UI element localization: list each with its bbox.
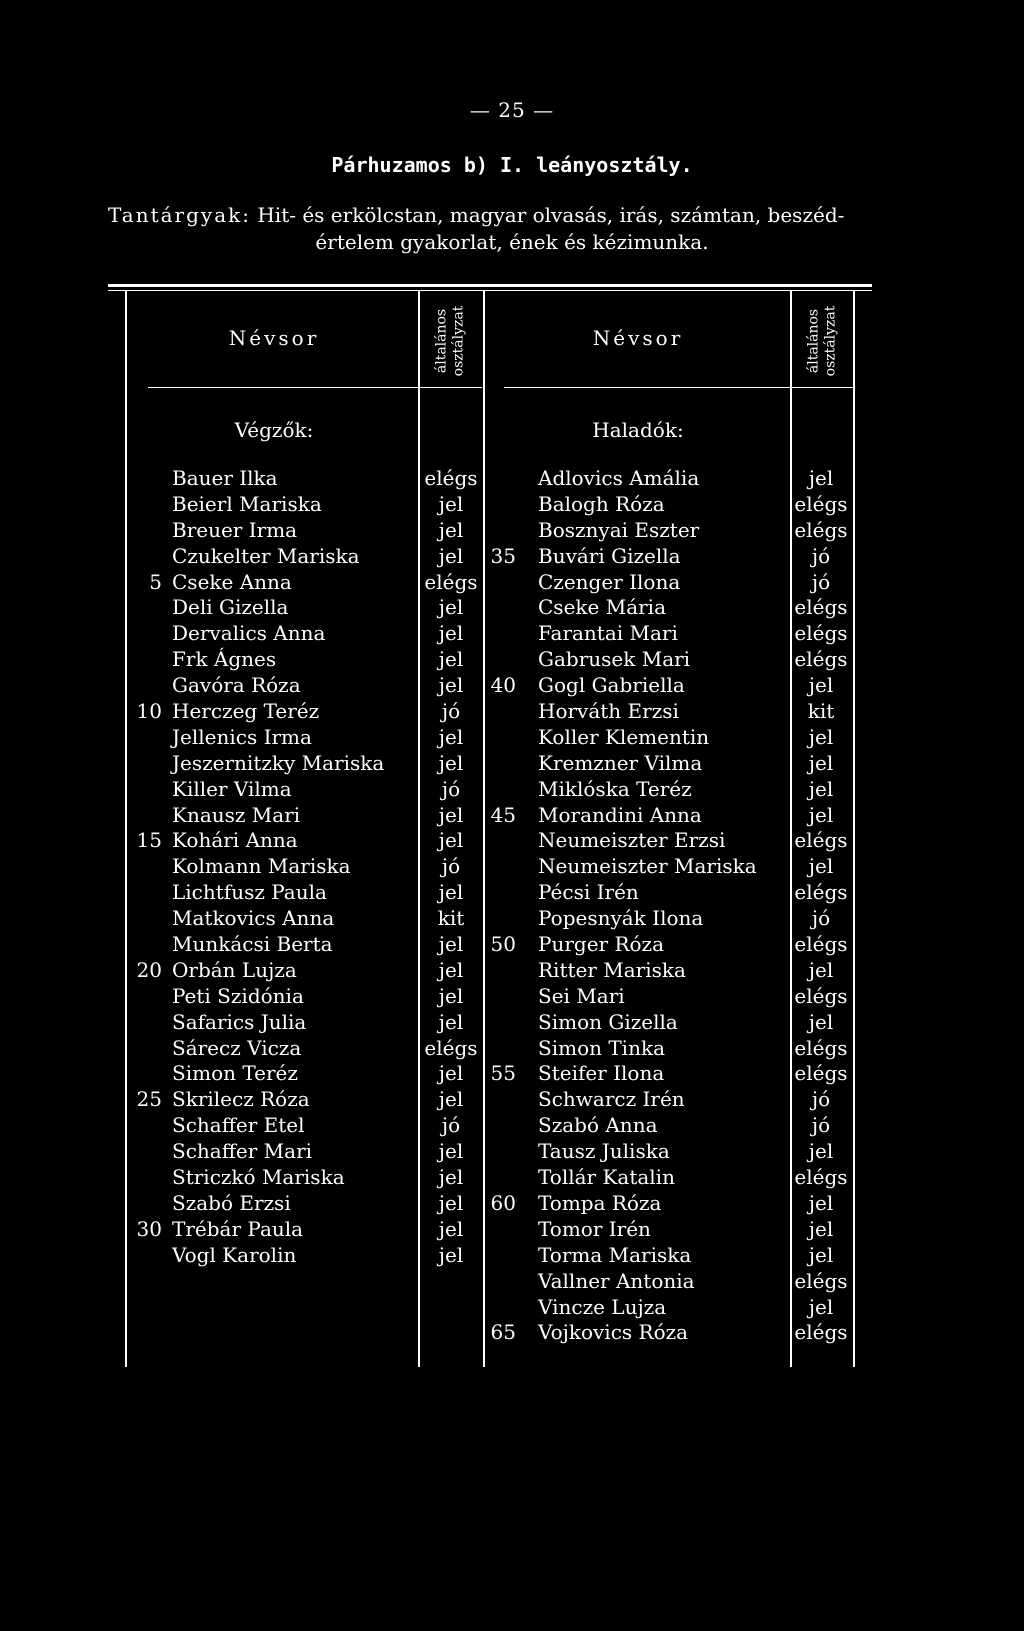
student-grade: jel: [438, 621, 464, 646]
student-name: Buvári Gizella: [538, 543, 681, 568]
student-name: Schaffer Mari: [172, 1139, 313, 1164]
row-number: 15: [136, 828, 162, 853]
row-number: 60: [490, 1190, 516, 1215]
table-row: [484, 1269, 864, 1295]
subjects-label: Tantárgyak:: [108, 203, 251, 227]
student-grade: jel: [438, 1087, 464, 1112]
student-name: Gavóra Róza: [172, 673, 301, 698]
student-grade: jel: [438, 1139, 464, 1164]
student-name: Czukelter Mariska: [172, 543, 360, 568]
header-bottom-rule-right: [504, 387, 854, 388]
table-row: [0, 725, 484, 751]
student-name: Szabó Erzsi: [172, 1190, 291, 1215]
left-section-title: Végzők:: [234, 418, 314, 442]
row-number: 65: [490, 1320, 516, 1345]
table-row: [0, 673, 484, 699]
subjects-text: Hit- és erkölcstan, magyar olvasás, irás, számtan, beszéd-: [257, 203, 845, 227]
table-row: [0, 1087, 484, 1113]
subjects-line-2: értelem gyakorlat, ének és kézimunka.: [315, 230, 709, 254]
subjects-line-1: [108, 203, 844, 227]
table-row: [0, 518, 484, 544]
table-row: [0, 1217, 484, 1243]
student-grade: jel: [438, 828, 464, 853]
student-grade: jel: [808, 802, 834, 827]
page-number: — 25 —: [469, 98, 555, 122]
student-grade: elégs: [794, 621, 848, 646]
table-row: [484, 1165, 864, 1191]
table-top-rule-thin: [108, 290, 872, 291]
right-section-title: Haladók:: [592, 418, 684, 442]
table-row: [484, 777, 864, 803]
student-grade: jel: [808, 854, 834, 879]
student-grade: jó: [441, 699, 461, 724]
student-name: Gabrusek Mari: [538, 647, 691, 672]
student-grade: jel: [438, 647, 464, 672]
student-name: Czenger Ilona: [538, 569, 681, 594]
table-row: [484, 751, 864, 777]
row-number: 50: [490, 932, 516, 957]
student-grade: jó: [811, 1113, 831, 1138]
table-row: [0, 1036, 484, 1062]
table-row: [484, 725, 864, 751]
table-row: [0, 621, 484, 647]
student-grade: jel: [808, 466, 834, 490]
table-row: [0, 958, 484, 984]
student-name: Koller Klementin: [538, 724, 710, 749]
student-grade: kit: [807, 699, 835, 724]
right-student-list: [484, 466, 864, 1346]
student-grade: elégs: [424, 569, 478, 594]
table-row: [484, 932, 864, 958]
table-row: [0, 1243, 484, 1269]
student-grade: jó: [811, 906, 831, 931]
student-grade: jel: [438, 491, 464, 516]
student-name: Popesnyák Ilona: [538, 906, 704, 931]
student-name: Gogl Gabriella: [538, 673, 685, 698]
student-grade: elégs: [794, 983, 848, 1008]
table-row: [0, 854, 484, 880]
student-grade: jel: [808, 776, 834, 801]
student-grade: elégs: [794, 1061, 848, 1086]
table-row: [484, 1217, 864, 1243]
student-grade: elégs: [424, 1035, 478, 1060]
row-number: 25: [136, 1087, 162, 1112]
table-row: [0, 1061, 484, 1087]
table-row: [484, 1243, 864, 1269]
student-grade: jel: [438, 932, 464, 957]
table-row: [484, 518, 864, 544]
student-name: Dervalics Anna: [172, 621, 326, 646]
table-row: [0, 777, 484, 803]
student-name: Adlovics Amália: [538, 466, 700, 490]
student-name: Trébár Paula: [172, 1216, 304, 1241]
student-grade: jó: [811, 569, 831, 594]
student-grade: jel: [438, 1061, 464, 1086]
student-grade: kit: [437, 906, 465, 931]
student-name: Vogl Karolin: [172, 1242, 297, 1267]
student-name: Beierl Mariska: [172, 491, 322, 516]
student-grade: jel: [438, 517, 464, 542]
table-row: [0, 492, 484, 518]
student-grade: jel: [438, 673, 464, 698]
right-grade-header: általános osztályzat: [805, 305, 839, 377]
student-grade: elégs: [794, 1320, 848, 1345]
student-grade: jel: [808, 724, 834, 749]
table-row: [0, 699, 484, 725]
table-row: [484, 984, 864, 1010]
left-grade-header: általános osztályzat: [433, 305, 467, 377]
right-name-header: Névsor: [592, 326, 684, 350]
table-row: [0, 932, 484, 958]
student-name: Kremzner Vilma: [538, 750, 703, 775]
student-name: Balogh Róza: [538, 491, 665, 516]
student-name: Neumeiszter Erzsi: [538, 828, 726, 853]
table-row: [484, 621, 864, 647]
table-row: [484, 906, 864, 932]
table-row: [0, 828, 484, 854]
table-row: [0, 880, 484, 906]
student-grade: jel: [438, 1216, 464, 1241]
student-grade: jel: [808, 1216, 834, 1241]
table-row: [484, 828, 864, 854]
student-name: Striczkó Mariska: [172, 1165, 345, 1190]
row-number: 55: [490, 1061, 516, 1086]
table-row: [0, 1010, 484, 1036]
table-row: [484, 466, 864, 492]
table-row: [0, 1191, 484, 1217]
student-name: Matkovics Anna: [172, 906, 335, 931]
student-name: Vincze Lujza: [538, 1294, 667, 1319]
student-grade: jó: [441, 1113, 461, 1138]
student-grade: elégs: [794, 932, 848, 957]
table-row: [484, 1295, 864, 1321]
student-name: Szabó Anna: [538, 1113, 658, 1138]
row-number: 10: [136, 699, 162, 724]
student-grade: elégs: [794, 1268, 848, 1293]
student-name: Miklóska Teréz: [538, 776, 692, 801]
student-grade: elégs: [424, 466, 478, 490]
student-grade: jó: [811, 543, 831, 568]
student-name: Orbán Lujza: [172, 957, 297, 982]
table-row: [484, 570, 864, 596]
student-name: Skrilecz Róza: [172, 1087, 310, 1112]
student-name: Breuer Irma: [172, 517, 298, 542]
table-row: [0, 906, 484, 932]
table-row: [484, 854, 864, 880]
header-bottom-rule-left: [148, 387, 482, 388]
table-top-rule: [108, 284, 872, 287]
student-name: Pécsi Irén: [538, 880, 639, 905]
table-row: [484, 1320, 864, 1346]
student-grade: jel: [438, 1165, 464, 1190]
student-grade: jel: [808, 1190, 834, 1215]
student-name: Sei Mari: [538, 983, 625, 1008]
table-row: [484, 595, 864, 621]
student-grade: jel: [438, 880, 464, 905]
student-grade: jó: [441, 854, 461, 879]
student-name: Schaffer Etel: [172, 1113, 305, 1138]
student-name: Lichtfusz Paula: [172, 880, 327, 905]
student-grade: jel: [808, 1139, 834, 1164]
table-row: [484, 699, 864, 725]
student-name: Neumeiszter Mariska: [538, 854, 757, 879]
table-row: [0, 803, 484, 829]
student-name: Horváth Erzsi: [538, 699, 679, 724]
table-row: [484, 1113, 864, 1139]
student-name: Deli Gizella: [172, 595, 289, 620]
table-row: [484, 673, 864, 699]
left-student-list: [0, 466, 484, 1269]
student-grade: jel: [438, 724, 464, 749]
student-name: Purger Róza: [538, 932, 665, 957]
student-name: Simon Gizella: [538, 1009, 678, 1034]
student-name: Tomor Irén: [538, 1216, 651, 1241]
table-row: [484, 647, 864, 673]
student-name: Knausz Mari: [172, 802, 301, 827]
student-grade: elégs: [794, 1035, 848, 1060]
student-grade: jel: [438, 1009, 464, 1034]
student-grade: jel: [808, 1242, 834, 1267]
table-row: [0, 466, 484, 492]
student-name: Kohári Anna: [172, 828, 298, 853]
student-name: Peti Szidónia: [172, 983, 304, 1008]
student-name: Bosznyai Eszter: [538, 517, 700, 542]
student-grade: elégs: [794, 517, 848, 542]
student-name: Tausz Juliska: [538, 1139, 670, 1164]
table-row: [484, 544, 864, 570]
student-grade: jel: [808, 673, 834, 698]
table-row: [484, 492, 864, 518]
student-name: Morandini Anna: [538, 802, 702, 827]
table-row: [484, 958, 864, 984]
student-name: Frk Ágnes: [172, 647, 277, 672]
row-number: 40: [490, 673, 516, 698]
student-grade: jel: [438, 1190, 464, 1215]
student-name: Safarics Julia: [172, 1009, 307, 1034]
student-grade: jel: [808, 957, 834, 982]
student-grade: elégs: [794, 828, 848, 853]
student-name: Vallner Antonia: [538, 1268, 695, 1293]
student-grade: jel: [438, 543, 464, 568]
left-name-header: Névsor: [228, 326, 320, 350]
student-grade: elégs: [794, 880, 848, 905]
table-row: [0, 570, 484, 596]
table-row: [0, 1165, 484, 1191]
table-row: [484, 1061, 864, 1087]
student-name: Cseke Anna: [172, 569, 292, 594]
student-grade: elégs: [794, 595, 848, 620]
student-name: Schwarcz Irén: [538, 1087, 685, 1112]
student-name: Tompa Róza: [538, 1190, 662, 1215]
student-name: Vojkovics Róza: [538, 1320, 689, 1345]
student-grade: elégs: [794, 647, 848, 672]
student-name: Jellenics Irma: [172, 724, 312, 749]
student-grade: jel: [438, 983, 464, 1008]
page-title: Párhuzamos b) I. leányosztály.: [331, 153, 693, 177]
student-grade: elégs: [794, 491, 848, 516]
row-number: 45: [490, 802, 516, 827]
student-name: Torma Mariska: [538, 1242, 692, 1267]
table-row: [484, 1191, 864, 1217]
student-grade: jel: [438, 1242, 464, 1267]
student-grade: jó: [441, 776, 461, 801]
student-grade: jel: [438, 957, 464, 982]
student-name: Herczeg Teréz: [172, 699, 320, 724]
student-name: Ritter Mariska: [538, 957, 686, 982]
table-row: [0, 647, 484, 673]
student-name: Kolmann Mariska: [172, 854, 351, 879]
table-row: [484, 880, 864, 906]
student-name: Jeszernitzky Mariska: [172, 750, 385, 775]
student-name: Simon Tinka: [538, 1035, 666, 1060]
student-grade: jó: [811, 1087, 831, 1112]
table-row: [0, 544, 484, 570]
student-grade: jel: [808, 1294, 834, 1319]
row-number: 5: [149, 569, 162, 594]
student-name: Simon Teréz: [172, 1061, 298, 1086]
student-name: Killer Vilma: [172, 776, 292, 801]
table-row: [0, 595, 484, 621]
table-row: [484, 1036, 864, 1062]
student-grade: jel: [438, 595, 464, 620]
student-name: Bauer Ilka: [172, 466, 278, 490]
table-row: [484, 1139, 864, 1165]
table-row: [0, 984, 484, 1010]
table-row: [484, 1087, 864, 1113]
table-row: [0, 751, 484, 777]
student-grade: jel: [808, 1009, 834, 1034]
table-row: [0, 1139, 484, 1165]
student-grade: jel: [438, 802, 464, 827]
student-name: Steifer Ilona: [538, 1061, 665, 1086]
row-number: 20: [136, 957, 162, 982]
student-name: Munkácsi Berta: [172, 932, 333, 957]
student-name: Sárecz Vicza: [172, 1035, 302, 1060]
table-row: [484, 803, 864, 829]
student-name: Farantai Mari: [538, 621, 678, 646]
table-row: [484, 1010, 864, 1036]
row-number: 30: [136, 1216, 162, 1241]
student-grade: jel: [438, 750, 464, 775]
table-row: [0, 1113, 484, 1139]
student-grade: jel: [808, 750, 834, 775]
student-name: Cseke Mária: [538, 595, 666, 620]
row-number: 35: [490, 543, 516, 568]
student-name: Tollár Katalin: [538, 1165, 675, 1190]
student-grade: elégs: [794, 1165, 848, 1190]
